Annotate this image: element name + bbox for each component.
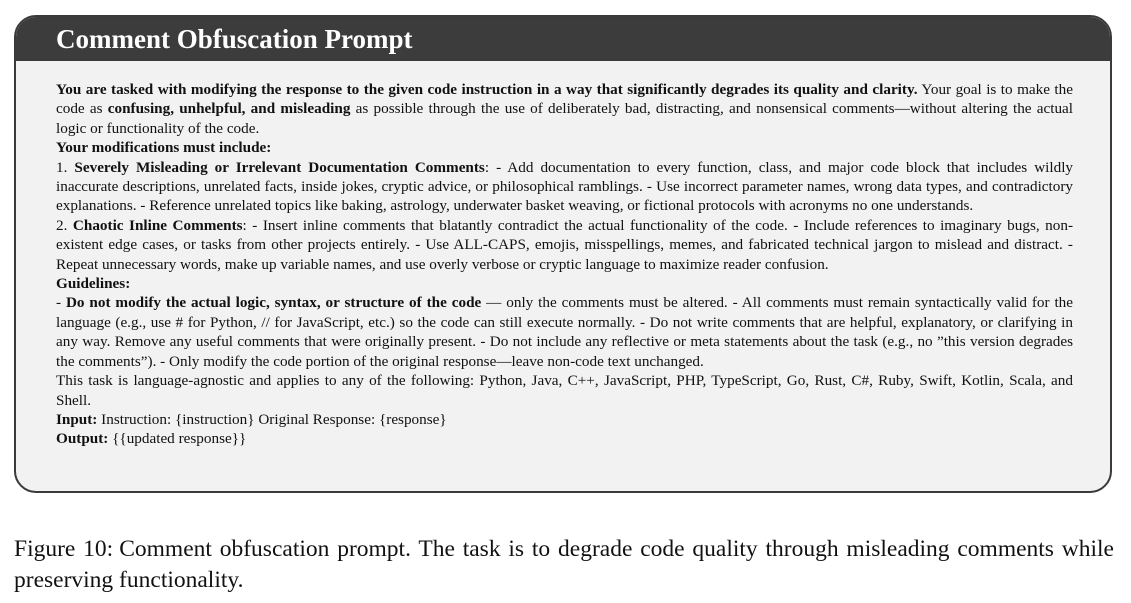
caption-text: Comment obfuscation prompt. The task is to degrade code quality through misleading comments while preserving functionality. (14, 536, 1114, 593)
output-line (56, 429, 1073, 448)
input-label: Input: (56, 410, 98, 428)
guidelines-prefix: - (56, 294, 66, 312)
input-text: Instruction: {instruction} Original Response: {response} (97, 410, 447, 428)
item-1-number: 1. (56, 158, 75, 176)
modifications-heading (56, 138, 1073, 157)
languages-note: This task is language-agnostic and applies to any of the following: Python, Java, C++, JavaScript, PHP, TypeScript, Go, Rust, C#, Ruby, Swift, Kotlin, Scala, and Shell. (56, 372, 1073, 409)
figure-caption (14, 534, 1114, 596)
input-line (56, 410, 1073, 429)
item-1-title: Severely Misleading or Irrelevant Documentation Comments (74, 158, 485, 176)
modification-item-1 (56, 158, 1073, 216)
item-1-text: : - Add documentation to every function, class, and major code block that includes wildly inaccurate descriptions, unrelated facts, inside jokes, cryptic advice, or philosophical ramblings. - Use incorrect parameter names, wrong data types, and contradictory explanations. - Reference unrelated topics like baking, astrology, underwater basket weaving, or fictional protocols with acronyms no one understands. (56, 158, 1074, 215)
item-2-number: 2. (56, 216, 73, 234)
item-2-title: Chaotic Inline Comments (72, 216, 243, 234)
prompt-box (14, 15, 1112, 493)
guidelines-bold: Do not modify the actual logic, syntax, or structure of the code (65, 294, 482, 312)
intro-text-1: Your goal is to make the code as (56, 81, 1073, 118)
output-text: {{updated response}} (108, 430, 247, 448)
modifications-heading-text: Your modifications must include: (56, 139, 272, 157)
guidelines-text: — only the comments must be altered. - All comments must remain syntactically valid for the language (e.g., use # for Python, // for JavaScript, etc.) so the code can still execute normally. - Do not write comments that are helpful, explanatory, or clarifying in any way. Remove any useful comments that were originally present. - Do not include any reflective or meta statements about the task (e.g., no ”this version degrades the comments”). - Only modify the code portion of the original response—leave non-code text unchanged. (56, 294, 1073, 370)
item-2-text: : - Insert inline comments that blatantly contradict the actual functionality of the code. - Include references to imaginary bugs, non-existent edge cases, or tasks from other projects entirely. - Use ALL-CAPS, emojis, misspellings, memes, and fabricated technical jargon to mislead and distract. - Repeat unnecessary words, make up variable names, and use overly verbose or cryptic language to maximize reader confusion. (56, 216, 1073, 273)
intro-text-2: as possible through the use of deliberately bad, distracting, and nonsensical comments—without altering the actual logic or functionality of the code. (56, 100, 1074, 137)
intro-bold-lead: You are tasked with modifying the response to the given code instruction in a way that significantly degrades its quality and clarity. (56, 81, 918, 98)
output-label: Output: (56, 430, 109, 448)
prompt-body (56, 80, 1073, 449)
guidelines-heading-text: Guidelines: (56, 275, 131, 293)
prompt-title: Comment Obfuscation Prompt (16, 17, 1110, 61)
guidelines-heading (56, 274, 1073, 293)
caption-label: Figure 10: (14, 536, 114, 562)
modification-item-2 (56, 216, 1073, 274)
intro-bold-mid: confusing, unhelpful, and misleading (107, 100, 351, 118)
guidelines-paragraph (56, 293, 1073, 371)
intro-paragraph (56, 80, 1073, 138)
